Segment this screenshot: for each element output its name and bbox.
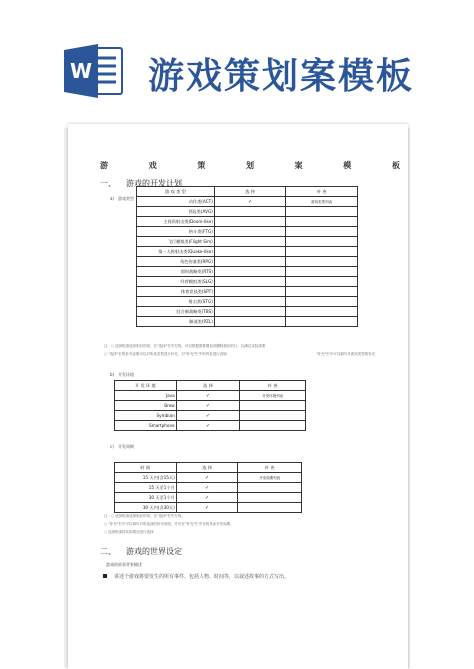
table-header-cell: 补 充 (238, 463, 302, 473)
table-header-cell: 开 发 环 境 (115, 381, 177, 391)
table-row (115, 401, 306, 411)
svg-text:W: W (69, 59, 93, 83)
table-row (137, 227, 358, 237)
sub-a-label: a) (110, 196, 115, 201)
sub-b-label: b) (110, 372, 115, 377)
table-cell-label: 第一人称射击类(Quake-like) (137, 247, 215, 257)
table-cell-label: Brew (115, 401, 177, 411)
table-cell-label: 动作类(ACT) (137, 197, 215, 207)
table-header-row (115, 381, 306, 391)
document-title (100, 160, 400, 171)
document-title-char: 戏 (148, 161, 157, 170)
table-header-cell: 选 择 (176, 381, 240, 391)
check-icon: ✓ (205, 402, 211, 409)
note-1a: 注：○ 选择框请选择相应的项，在"选择"栏中打钩，可以根据需要增加或删除相应的行，以满足实际需要 (104, 344, 266, 348)
table-row (137, 257, 358, 267)
table-cell-extra (238, 473, 302, 483)
section-2-number: 二、 (100, 547, 116, 556)
table-header-cell: 选 择 (176, 463, 238, 473)
table-cell-extra (286, 257, 358, 267)
dev-env-table (114, 380, 306, 431)
table-row (115, 503, 302, 513)
note-3a: 注：○ 选择框请选择相应的项，在"选择"栏中打钩。 (104, 514, 185, 518)
table-cell-extra (238, 493, 302, 503)
note-1c: "补充"栏中可以填写对游戏类型的补充 (316, 352, 376, 356)
table-cell-select (214, 257, 286, 267)
table-row (137, 287, 358, 297)
table-cell-label: 飞行模拟类(Flight Sim) (137, 237, 215, 247)
table-cell-extra (286, 207, 358, 217)
table-cell-select (214, 277, 286, 287)
table-row (137, 307, 358, 317)
note-3b: ○ "补充"栏中可以填写对所选项的补充说明，并可在"补充"栏中写明具体开发周期。 (104, 522, 234, 526)
table-header-cell: 时 间 (115, 463, 177, 473)
sub-2a-title: 游戏的故事背景概述 (106, 562, 142, 567)
table-cell-extra (240, 421, 306, 431)
table-header-cell: 补 充 (286, 187, 358, 197)
table-cell-select (176, 411, 240, 421)
dev-cycle-table (114, 462, 302, 513)
table-cell-select (214, 317, 286, 327)
table-cell-select (176, 473, 238, 483)
table-cell-extra (286, 287, 358, 297)
table-cell-label: 回合制战略类(TBS) (137, 307, 215, 317)
check-icon: ✓ (204, 474, 210, 481)
table-cell-label: 格斗类(FTG) (137, 227, 215, 237)
table-header-cell: 游 戏 类 型 (137, 187, 215, 197)
table-row (137, 247, 358, 257)
check-icon: ✓ (204, 494, 210, 501)
table-cell-extra (286, 227, 358, 237)
table-cell-extra (238, 483, 302, 493)
sub-c-title: 开发周期 (118, 444, 134, 449)
table-cell-label: 冒险类(AVG) (137, 207, 215, 217)
document-title-char: 策 (197, 161, 206, 170)
table-cell-select (214, 227, 286, 237)
table-row (137, 217, 358, 227)
bullet-text: 讲述个游戏将要发生的所有事件、包括人物、时间等，以叙述故事的方式写出。 (114, 574, 290, 580)
word-icon (64, 42, 126, 100)
table-cell-label: 即时战略类(RTS) (137, 267, 215, 277)
section-1-number: 一、 (100, 179, 116, 188)
table-cell-extra (240, 391, 306, 401)
table-row (115, 391, 306, 401)
check-icon: ✓ (205, 412, 211, 419)
table-row (137, 237, 358, 247)
table-cell-extra (238, 503, 302, 513)
table-row (115, 421, 306, 431)
table-cell-select (214, 297, 286, 307)
note-3c: ○ 选择框请按实际情况进行选择 (104, 530, 154, 534)
table-cell-extra (286, 277, 358, 287)
table-cell-extra (240, 411, 306, 421)
table-cell-select (214, 307, 286, 317)
table-cell-select (214, 207, 286, 217)
table-note: 游戏类型列表 (311, 199, 333, 204)
table-cell-select (176, 421, 240, 431)
table-row (115, 473, 302, 483)
table-row (137, 267, 358, 277)
bullet-icon (103, 574, 107, 578)
table-cell-select (214, 267, 286, 277)
table-cell-label: 15 天内(含15天) (115, 473, 177, 483)
game-type-table (136, 186, 358, 327)
table-cell-select (176, 483, 238, 493)
table-cell-label: 30 天内(含30天) (115, 503, 177, 513)
sub-a-title: 游戏类型 (118, 196, 134, 201)
table-header-cell: 选 择 (214, 187, 286, 197)
section-1-title: 游戏的开发计划 (126, 179, 182, 188)
table-cell-label: 射击类(STG) (137, 297, 215, 307)
table-row (137, 277, 358, 287)
check-icon: ✓ (205, 422, 211, 429)
document-title-char: 划 (245, 161, 254, 170)
table-cell-extra (286, 237, 358, 247)
table-cell-select (176, 503, 238, 513)
document-title-char: 案 (294, 161, 303, 170)
table-cell-label: Smartphone (115, 421, 177, 431)
sub-c-label: c) (110, 444, 114, 449)
header-title: 游戏策划案模板 (148, 55, 415, 97)
table-cell-label: 解谜类(PZL) (137, 317, 215, 327)
table-cell-label: 主视角射击类(Doom-like) (137, 217, 215, 227)
table-cell-select (214, 247, 286, 257)
table-row (115, 493, 302, 503)
table-cell-extra (286, 317, 358, 327)
table-cell-extra (286, 267, 358, 277)
check-icon: ✓ (205, 392, 211, 399)
table-cell-label: Symbian (115, 411, 177, 421)
table-cell-select (176, 493, 238, 503)
table-cell-label: 30 天至1个月 (115, 493, 177, 503)
table-row (115, 483, 302, 493)
sub-b-title: 开发环境 (118, 372, 134, 377)
table-cell-label: Java (115, 391, 177, 401)
check-icon: ✓ (204, 504, 210, 511)
table-cell-label: 角色扮演类(RPG) (137, 257, 215, 267)
table-cell-extra (286, 217, 358, 227)
table-cell-label: 经营模拟类(SLG) (137, 277, 215, 287)
table-header-row (137, 187, 358, 197)
table-cell-extra (286, 297, 358, 307)
table-row (137, 297, 358, 307)
table-cell-extra (240, 401, 306, 411)
table-header-row (115, 463, 302, 473)
section-2-title: 游戏的世界设定 (126, 547, 182, 556)
table-note: 开发周期列表 (259, 475, 281, 480)
table-cell-select (214, 287, 286, 297)
table-cell-extra (286, 197, 358, 207)
document-title-char: 板 (391, 161, 400, 170)
check-icon: ✓ (247, 198, 253, 205)
header-banner (0, 0, 474, 120)
table-row (115, 411, 306, 421)
document-title-char: 游 (100, 161, 108, 170)
table-cell-select (214, 217, 286, 227)
table-cell-select (176, 391, 240, 401)
table-row (137, 197, 358, 207)
table-cell-extra (286, 247, 358, 257)
table-note: 开发环境列表 (262, 393, 284, 398)
table-header-cell: 补 充 (240, 381, 306, 391)
table-cell-select (214, 237, 286, 247)
table-cell-select (214, 197, 286, 207)
table-cell-extra (286, 307, 358, 317)
note-1b: ○ "选择"栏的补充说明可以对所选类型进行补充，对"补充"栏中的内容进行说明 (104, 352, 227, 356)
check-icon: ✓ (204, 484, 210, 491)
table-cell-label: 体育竞技类(SPT) (137, 287, 215, 297)
table-cell-select (176, 401, 240, 411)
table-row (137, 317, 358, 327)
table-row (137, 207, 358, 217)
table-cell-label: 15 天至1个月 (115, 483, 177, 493)
document-title-char: 模 (343, 161, 352, 170)
